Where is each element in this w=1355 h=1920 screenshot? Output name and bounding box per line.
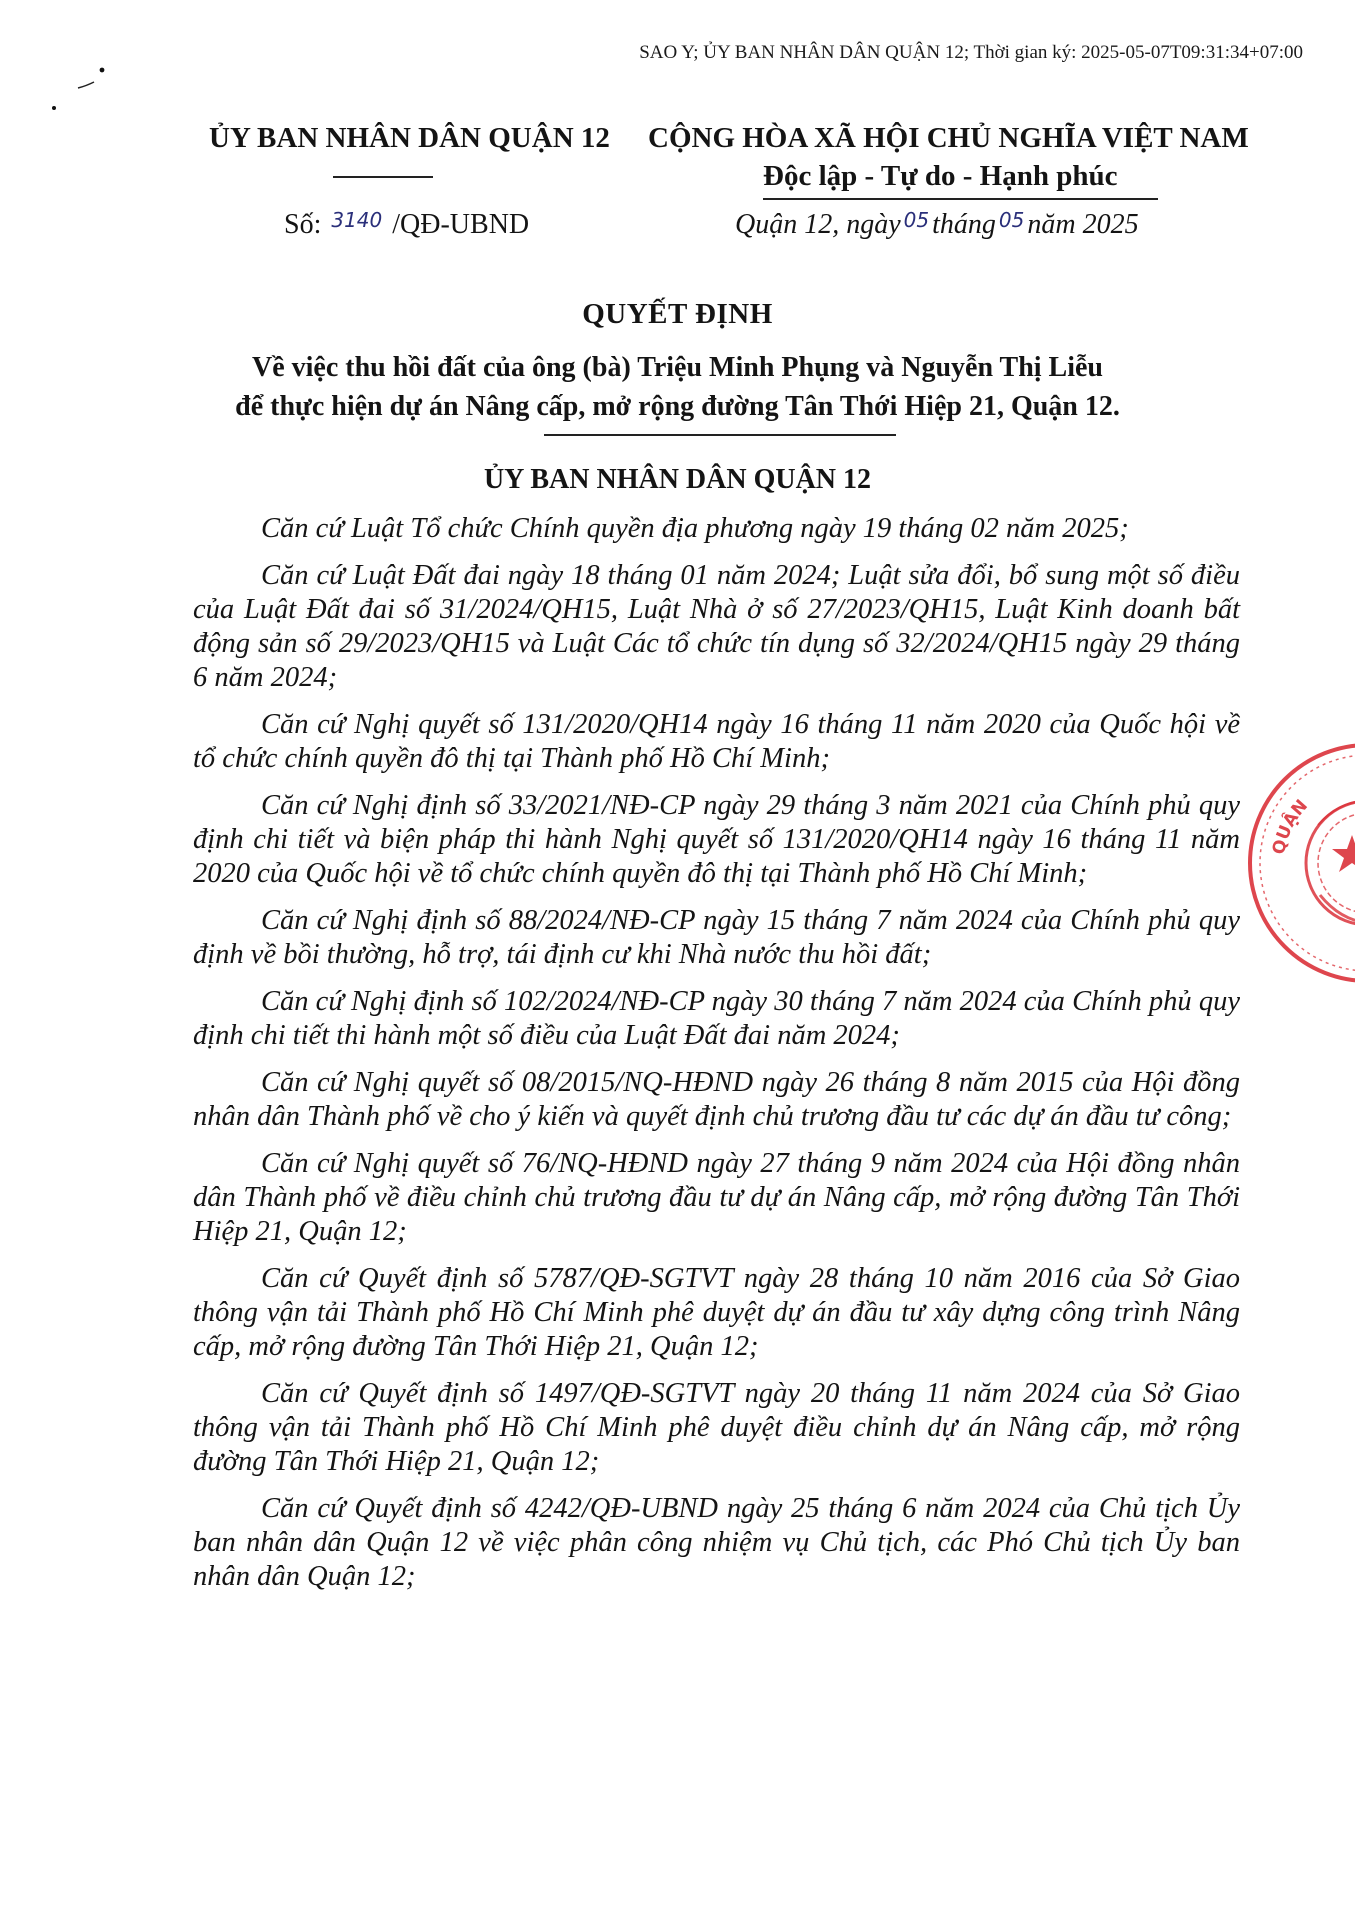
place-date-prefix: Quận 12, ngày bbox=[735, 209, 901, 240]
year-text: năm 2025 bbox=[1027, 209, 1139, 240]
legal-basis-clauses bbox=[193, 512, 1240, 1607]
digital-signature-line: SAO Y; ỦY BAN NHÂN DÂN QUẬN 12; Thời gian ký: 2025-05-07T09:31:34+07:00 bbox=[639, 42, 1303, 63]
handwritten-number: 3140 bbox=[331, 208, 383, 232]
svg-text:QUẬN bbox=[1269, 796, 1312, 856]
legal-clause: Căn cứ Nghị định số 88/2024/NĐ-CP ngày 15 tháng 7 năm 2024 của Chính phủ quy định về bồi thường, hỗ trợ, tái định cư khi Nhà nước thu hồi đất; bbox=[193, 905, 1240, 970]
number-prefix: Số: bbox=[284, 209, 329, 240]
deciding-authority: ỦY BAN NHÂN DÂN QUẬN 12 bbox=[483, 464, 872, 495]
subject-line: Về việc thu hồi đất của ông (bà) Triệu Minh Phụng và Nguyễn Thị Liễu bbox=[251, 352, 1104, 383]
legal-clause: Căn cứ Luật Tổ chức Chính quyền địa phương ngày 19 tháng 02 năm 2025; bbox=[261, 513, 1129, 544]
month-word: tháng bbox=[932, 209, 996, 240]
issuing-authority: ỦY BAN NHÂN DÂN QUẬN 12 bbox=[209, 122, 610, 154]
legal-clause: Căn cứ Nghị định số 102/2024/NĐ-CP ngày 30 tháng 7 năm 2024 của Chính phủ quy định chi tiết thi hành một số điều của Luật Đất đai năm 2024; bbox=[193, 986, 1240, 1051]
legal-clause: Căn cứ Nghị quyết số 131/2020/QH14 ngày 16 tháng 11 năm 2020 của Quốc hội về tổ chức chính quyền đô thị tại Thành phố Hồ Chí Minh; bbox=[193, 709, 1240, 774]
number-suffix: /QĐ-UBND bbox=[385, 209, 530, 240]
seal-text: QUẬN bbox=[1269, 796, 1313, 857]
legal-clause: Căn cứ Quyết định số 1497/QĐ-SGTVT ngày 20 tháng 11 năm 2024 của Sở Giao thông vận tải Thành phố Hồ Chí Minh phê duyệt điều chỉnh dự án Nâng cấp, mở rộng đường Tân Thới Hiệp 21, Quận 12; bbox=[193, 1378, 1240, 1477]
motto-underline bbox=[763, 198, 1158, 200]
national-motto: Độc lập - Tự do - Hạnh phúc bbox=[763, 160, 1118, 192]
subject-underline bbox=[544, 434, 896, 436]
document-number bbox=[284, 208, 529, 241]
legal-clause: Căn cứ Nghị quyết số 08/2015/NQ-HĐND ngày 26 tháng 8 năm 2015 của Hội đồng nhân dân Thành phố về cho ý kiến và quyết định chủ trương đầu tư các dự án đầu tư công; bbox=[193, 1067, 1240, 1132]
national-title: CỘNG HÒA XÃ HỘI CHỦ NGHĨA VIỆT NAM bbox=[648, 122, 1249, 154]
legal-clause: Căn cứ Quyết định số 5787/QĐ-SGTVT ngày 28 tháng 10 năm 2016 của Sở Giao thông vận tải Thành phố Hồ Chí Minh phê duyệt dự án đầu tư xây dựng công trình Nâng cấp, mở rộng đường Tân Thới Hiệp 21, Quận 12; bbox=[193, 1263, 1240, 1362]
legal-clause: Căn cứ Nghị quyết số 76/NQ-HĐND ngày 27 tháng 9 năm 2024 của Hội đồng nhân dân Thành phố về điều chỉnh chủ trương đầu tư dự án Nâng cấp, mở rộng đường Tân Thới Hiệp 21, Quận 12; bbox=[193, 1148, 1240, 1247]
document-title: QUYẾT ĐỊNH bbox=[582, 298, 773, 330]
document-subject bbox=[0, 348, 1355, 426]
subject-line: để thực hiện dự án Nâng cấp, mở rộng đường Tân Thới Hiệp 21, Quận 12. bbox=[235, 391, 1120, 422]
place-and-date bbox=[735, 208, 1139, 241]
red-official-seal-icon bbox=[1240, 735, 1355, 985]
legal-clause: Căn cứ Nghị định số 33/2021/NĐ-CP ngày 29 tháng 3 năm 2021 của Chính phủ quy định chi tiết và biện pháp thi hành Nghị quyết số 131/2020/QH14 ngày 16 tháng 11 năm 2020 của Quốc hội về tổ chức chính quyền đô thị tại Thành phố Hồ Chí Minh; bbox=[193, 790, 1240, 889]
issuer-underline bbox=[333, 176, 433, 178]
legal-clause: Căn cứ Quyết định số 4242/QĐ-UBND ngày 25 tháng 6 năm 2024 của Chủ tịch Ủy ban nhân dân Quận 12 về việc phân công nhiệm vụ Chủ tịch, các Phó Chủ tịch Ủy ban nhân dân Quận 12; bbox=[193, 1493, 1240, 1592]
handwritten-day: 05 bbox=[903, 208, 930, 232]
scan-specks bbox=[48, 60, 118, 120]
handwritten-month: 05 bbox=[998, 208, 1025, 232]
legal-clause: Căn cứ Luật Đất đai ngày 18 tháng 01 năm 2024; Luật sửa đổi, bổ sung một số điều của Luật Đất đai số 31/2024/QH15, Luật Nhà ở số 27/2023/QH15, Luật Kinh doanh bất động sản số 29/2023/QH15 và Luật Các tổ chức tín dụng số 32/2024/QH15 ngày 29 tháng 6 năm 2024; bbox=[193, 560, 1240, 693]
